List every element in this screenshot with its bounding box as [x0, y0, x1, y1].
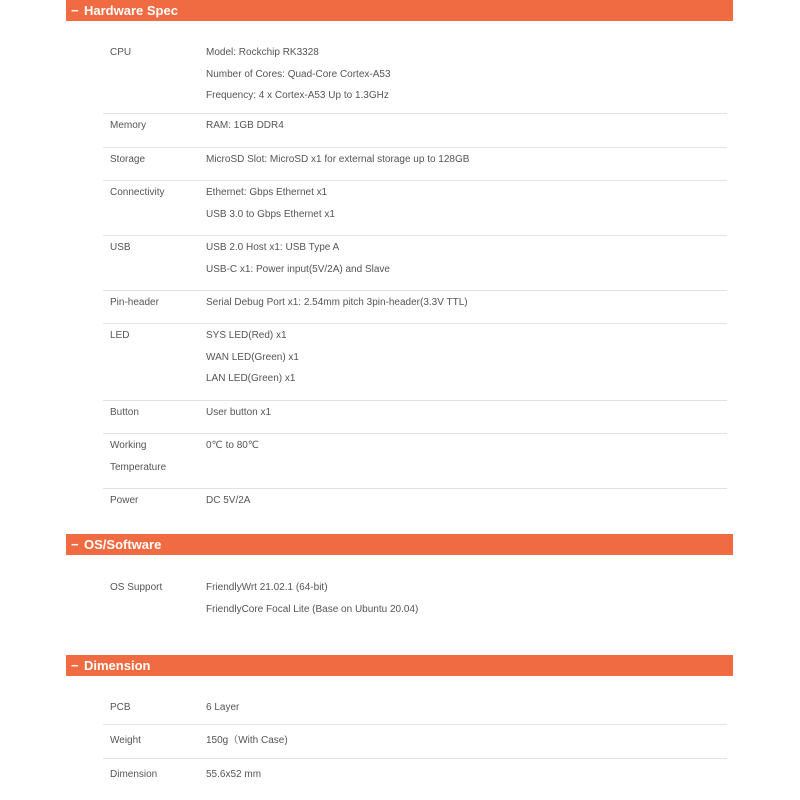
- spec-value: RAM: 1GB DDR4: [206, 120, 284, 131]
- spec-row-usb: [103, 236, 727, 291]
- spec-row-pcb: [103, 697, 727, 725]
- spec-label: Power: [110, 495, 139, 506]
- spec-value: FriendlyWrt 21.02.1 (64-bit): [206, 582, 328, 593]
- spec-label: Storage: [110, 154, 146, 165]
- spec-value: WAN LED(Green) x1: [206, 351, 299, 363]
- spec-value: SYS LED(Red) x1: [206, 330, 287, 341]
- spec-row-weight: [103, 725, 727, 759]
- spec-table-os-software: [103, 577, 727, 623]
- spec-value: Ethernet: Gbps Ethernet x1: [206, 187, 328, 198]
- spec-row-dimension: [103, 759, 727, 792]
- spec-label: Connectivity: [110, 187, 165, 198]
- section-header-os-software[interactable]: [66, 534, 733, 555]
- section-title: OS/Software: [84, 537, 162, 552]
- spec-label: LED: [110, 330, 130, 341]
- spec-row-button: [103, 401, 727, 434]
- spec-value: Number of Cores: Quad-Core Cortex-A53: [206, 68, 391, 80]
- spec-label: Button: [110, 407, 139, 418]
- spec-row-working-temperature: [103, 434, 727, 489]
- spec-value: Frequency: 4 x Cortex-A53 Up to 1.3GHz: [206, 90, 389, 102]
- spec-row-connectivity: [103, 181, 727, 236]
- collapse-icon[interactable]: −: [71, 3, 79, 18]
- spec-label: Working Temperature: [110, 440, 167, 473]
- spec-row-cpu: [103, 42, 727, 114]
- spec-value: Model: Rockchip RK3328: [206, 47, 319, 58]
- spec-label: USB: [110, 242, 131, 253]
- collapse-icon[interactable]: −: [71, 658, 79, 673]
- spec-row-storage: [103, 148, 727, 181]
- spec-value: 55.6x52 mm: [206, 769, 262, 780]
- spec-value: DC 5V/2A: [206, 495, 251, 506]
- spec-label: PCB: [110, 702, 131, 713]
- spec-label: CPU: [110, 47, 132, 58]
- spec-value: USB 3.0 to Gbps Ethernet x1: [206, 208, 335, 220]
- section-header-hardware-spec[interactable]: [66, 0, 733, 21]
- spec-label: Dimension: [110, 769, 158, 780]
- spec-label: Pin-header: [110, 297, 159, 308]
- section-header-dimension[interactable]: [66, 655, 733, 676]
- spec-row-power: [103, 489, 727, 522]
- spec-label: Weight: [110, 735, 141, 746]
- spec-value: USB-C x1: Power input(5V/2A) and Slave: [206, 263, 390, 275]
- spec-table-hardware: [103, 42, 727, 522]
- spec-label: Memory: [110, 120, 147, 131]
- spec-value: 0℃ to 80℃: [206, 440, 260, 451]
- collapse-icon[interactable]: −: [71, 537, 79, 552]
- spec-value: LAN LED(Green) x1: [206, 373, 296, 385]
- spec-value: MicroSD Slot: MicroSD x1 for external storage up to 128GB: [206, 154, 470, 165]
- spec-row-pin-header: [103, 291, 727, 324]
- spec-value: USB 2.0 Host x1: USB Type A: [206, 242, 340, 253]
- spec-value: 150g（With Case): [206, 735, 288, 746]
- spec-value: FriendlyCore Focal Lite (Base on Ubuntu 20.04): [206, 603, 419, 615]
- spec-row-os-support: [103, 577, 727, 623]
- spec-table-dimension: [103, 697, 727, 792]
- spec-value: Serial Debug Port x1: 2.54mm pitch 3pin-header(3.3V TTL): [206, 297, 468, 308]
- spec-row-led: [103, 324, 727, 401]
- spec-value: 6 Layer: [206, 702, 240, 713]
- spec-row-memory: [103, 114, 727, 148]
- spec-value: User button x1: [206, 407, 272, 418]
- section-title: Dimension: [84, 658, 151, 673]
- section-title: Hardware Spec: [84, 3, 178, 18]
- spec-label: OS Support: [110, 582, 163, 593]
